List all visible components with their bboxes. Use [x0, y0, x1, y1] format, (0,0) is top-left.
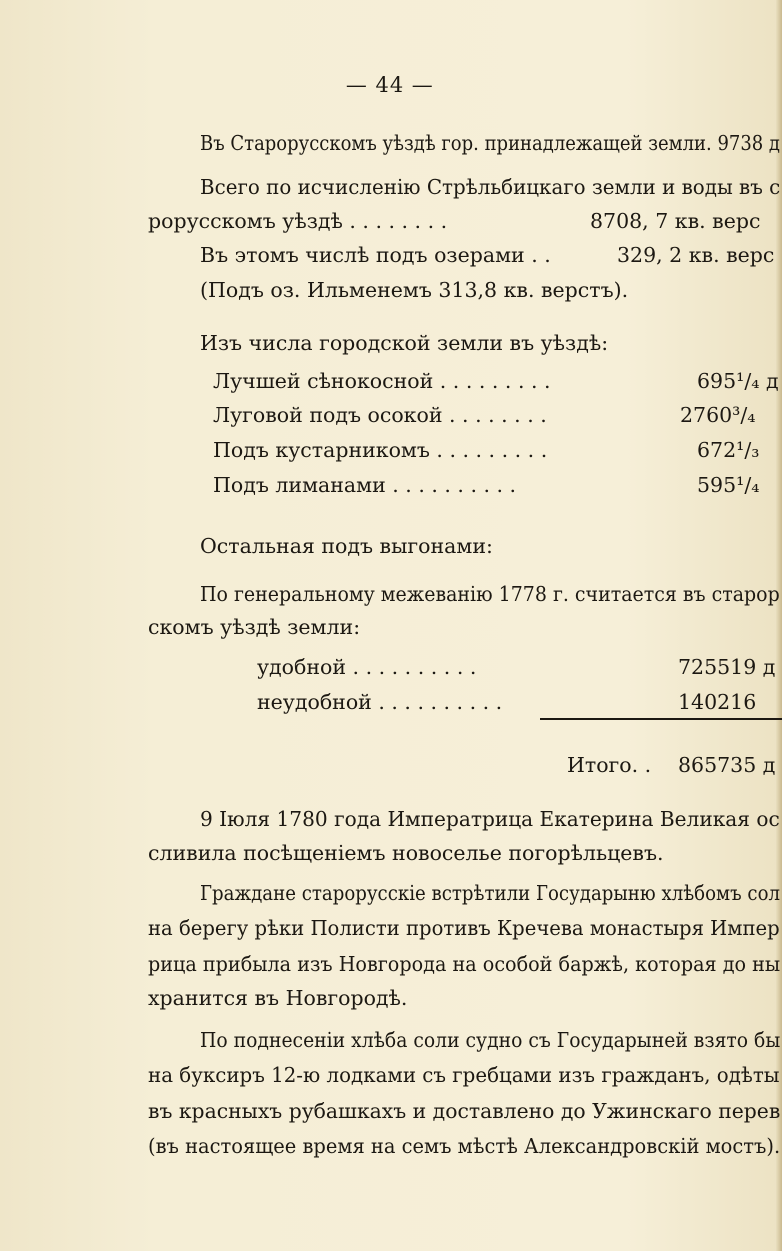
text-line-value: 8708, 7 кв. верс — [590, 209, 761, 233]
text-line: (Подъ оз. Ильменемъ 313,8 кв. верстъ). — [200, 278, 629, 302]
list-item-value: 595¹/₄ — [697, 473, 760, 497]
list-item-label: Подъ кустарникомъ . . . . . . . . . — [213, 438, 548, 462]
list-item-label: Подъ лиманами . . . . . . . . . . — [213, 473, 517, 497]
list-item-label: неудобной . . . . . . . . . . — [257, 690, 503, 714]
text-line: рица прибыла изъ Новгорода на особой баржѣ, которая до ны — [148, 952, 781, 976]
list-item-value: 672¹/₃ — [697, 438, 760, 462]
total-value: 865735 д — [678, 753, 776, 777]
text-line: По генеральному межеванію 1778 г. считается въ старор — [200, 582, 780, 606]
list-item-value: 140216 — [678, 690, 757, 714]
text-line: скомъ уѣздѣ земли: — [148, 615, 361, 639]
list-item-value: 695¹/₄ д — [697, 369, 779, 393]
section-heading: Изъ числа городской земли въ уѣздѣ: — [200, 331, 609, 355]
list-item-value: 2760³/₄ — [680, 403, 756, 427]
text-line: По поднесеніи хлѣба соли судно съ Государыней взято бы — [200, 1028, 781, 1052]
list-item-label: Лучшей сѣнокосной . . . . . . . . . — [213, 369, 551, 393]
text-line: Въ этомъ числѣ подъ озерами . . — [200, 243, 551, 267]
text-line: на берегу рѣки Полисти противъ Кречева монастыря Импер — [148, 916, 780, 940]
total-rule — [540, 718, 782, 720]
text-line: 9 Іюля 1780 года Императрица Екатерина Великая ос — [200, 807, 780, 831]
text-line: Всего по исчисленію Стрѣльбицкаго земли и воды въ с — [200, 175, 781, 199]
text-line: Граждане старорусскіе встрѣтили Государыню хлѣбомъ сол — [200, 881, 781, 905]
total-label: Итого. . — [567, 753, 652, 777]
text-line: Въ Старорусскомъ уѣздѣ гор. принадлежащей земли. 9738 д — [200, 131, 780, 155]
text-line: на буксиръ 12-ю лодками съ гребцами изъ гражданъ, одѣты — [148, 1063, 780, 1087]
list-item-label: Луговой подъ осокой . . . . . . . . — [213, 403, 547, 427]
list-item-label: удобной . . . . . . . . . . — [257, 655, 477, 679]
text-line: Остальная подъ выгонами: — [200, 534, 493, 558]
text-line: сливила посѣщеніемъ новоселье погорѣльцевъ. — [148, 841, 664, 865]
text-line: хранится въ Новгородѣ. — [148, 986, 408, 1010]
text-line-value: 329, 2 кв. верс — [617, 243, 775, 267]
text-line: (въ настоящее время на семъ мѣстѣ Александровскій мостъ). — [148, 1134, 781, 1158]
text-line: въ красныхъ рубашкахъ и доставлено до Ужинскаго перев — [148, 1099, 781, 1123]
list-item-value: 725519 д — [678, 655, 776, 679]
page-number: — 44 — — [345, 73, 434, 97]
text-line: рорусскомъ уѣздѣ . . . . . . . . — [148, 209, 448, 233]
